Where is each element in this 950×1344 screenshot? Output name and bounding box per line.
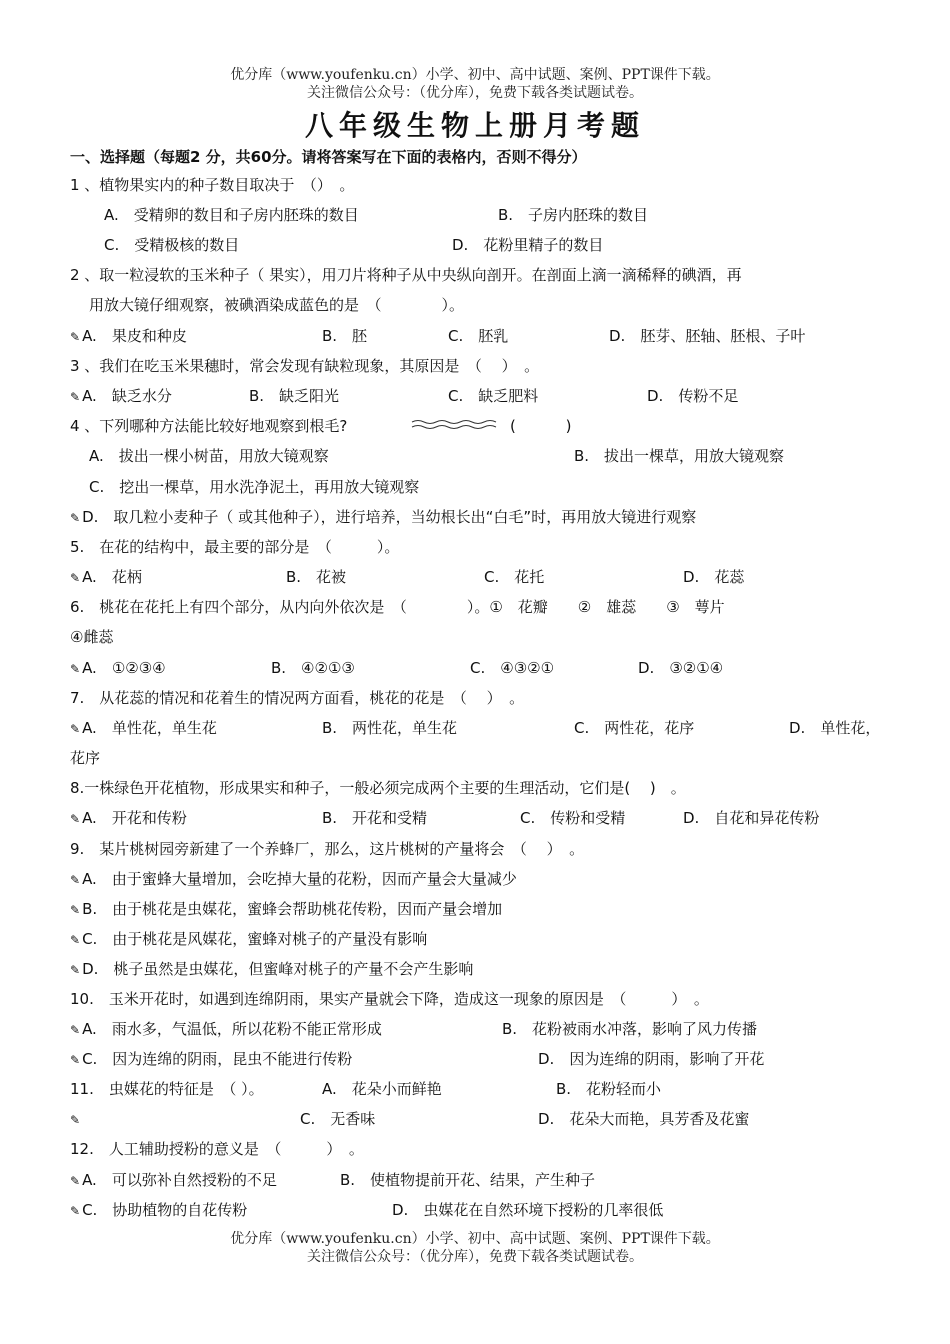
- q5-option-c: C. 花托: [484, 568, 545, 586]
- pencil-icon: ✎: [70, 571, 81, 585]
- q10-option-c: ✎ C. 因为连绵的阴雨，昆虫不能进行传粉: [70, 1050, 353, 1068]
- q8-option-d: D. 自花和异花传粉: [683, 809, 820, 827]
- q10-option-d: D. 因为连绵的阴雨，影响了开花: [538, 1050, 765, 1068]
- q9-stem: 9. 某片桃树园旁新建了一个养蜂厂，那么，这片桃树的产量将会 （ ） 。: [70, 840, 585, 858]
- q12-option-d: D. 虫媒花在自然环境下授粉的几率很低: [392, 1201, 664, 1219]
- q7-option-d: D. 单性花，: [789, 719, 881, 737]
- q4-option-a: A. 拔出一棵小树苗，用放大镜观察: [89, 447, 329, 465]
- q1-option-a: A. 受精卵的数目和子房内胚珠的数目: [104, 206, 359, 224]
- q6-stem-line-2: ④雌蕊: [70, 628, 114, 646]
- q6-option-b: B. ④②①③: [271, 659, 355, 677]
- q2-option-b: B. 胚: [322, 327, 368, 345]
- q9-option-a: ✎ A. 由于蜜蜂大量增加，会吃掉大量的花粉，因而产量会大量减少: [70, 870, 517, 888]
- pencil-icon: ✎: [70, 933, 81, 947]
- q5-option-d: D. 花蕊: [683, 568, 745, 586]
- q2-option-a: ✎ A. 果皮和种皮: [70, 327, 187, 345]
- q11-option-d: D. 花朵大而艳，具芳香及花蜜: [538, 1110, 750, 1128]
- q11-stem: 11. 虫媒花的特征是 （ ）。: [70, 1080, 264, 1098]
- pencil-icon: ✎: [70, 1023, 81, 1037]
- q11-option-a: A. 花朵小而鲜艳: [322, 1080, 442, 1098]
- q1-option-d: D. 花粉里精子的数目: [452, 236, 604, 254]
- q6-stem-line-1: 6. 桃花在花托上有四个部分，从内向外依次是 （ ）。① 花瓣 ② 雄蕊 ③ 萼片: [70, 598, 725, 616]
- q2-option-c: C. 胚乳: [448, 327, 509, 345]
- pencil-icon: ✎: [70, 722, 81, 736]
- q5-option-a: ✎ A. 花柄: [70, 568, 142, 586]
- q1-stem: 1 、植物果实内的种子数目取决于 （） 。: [70, 176, 355, 194]
- q8-option-b: B. 开花和受精: [322, 809, 428, 827]
- q7-option-b: B. 两性花，单生花: [322, 719, 458, 737]
- pencil-icon: ✎: [70, 1174, 81, 1188]
- q8-option-a: ✎ A. 开花和传粉: [70, 809, 187, 827]
- q4-answer-paren: ( ): [510, 417, 572, 435]
- section-heading: 一、选择题（每题2 分，共60分。请将答案写在下面的表格内，否则不得分）: [70, 148, 587, 166]
- q6-option-a: ✎ A. ①②③④: [70, 659, 166, 677]
- header-line-2: 关注微信公众号：（优分库），免费下载各类试题试卷。: [307, 85, 643, 101]
- q2-stem-line-2: 用放大镜仔细观察，被碘酒染成蓝色的是 （ ）。: [89, 296, 465, 314]
- header-line-1: 优分库（www.youfenku.cn）小学、初中、高中试题、案例、PPT课件下载。: [230, 67, 720, 83]
- q6-option-d: D. ③②①④: [638, 659, 724, 677]
- footer-line-2: 关注微信公众号：（优分库），免费下载各类试题试卷。: [307, 1249, 643, 1265]
- pencil-icon: ✎: [70, 662, 81, 676]
- q7-option-d-continued: 花序: [70, 749, 101, 767]
- q11-marker: [70, 1109, 82, 1130]
- q3-option-b: B. 缺乏阳光: [249, 387, 340, 405]
- q11-option-c: C. 无香味: [300, 1110, 376, 1128]
- q10-option-b: B. 花粉被雨水冲落，影响了风力传播: [502, 1020, 758, 1038]
- footer-line-1: 优分库（www.youfenku.cn）小学、初中、高中试题、案例、PPT课件下载。: [230, 1231, 720, 1247]
- q2-option-d: D. 胚芽、胚轴、胚根、子叶: [609, 327, 806, 345]
- q8-stem: 8.一株绿色开花植物，形成果实和种子，一般必须完成两个主要的生理活动，它们是( ) 。: [70, 779, 686, 797]
- wavy-underline: [410, 418, 506, 432]
- q1-option-b: B. 子房内胚珠的数目: [498, 206, 649, 224]
- pencil-icon: ✎: [70, 1204, 81, 1218]
- q7-option-a: ✎ A. 单性花，单生花: [70, 719, 217, 737]
- q11-option-b: B. 花粉轻而小: [556, 1080, 662, 1098]
- q10-stem: 10. 玉米开花时，如遇到连绵阴雨，果实产量就会下降，造成这一现象的原因是 （ ） 。: [70, 990, 709, 1008]
- q5-option-b: B. 花被: [286, 568, 347, 586]
- q4-option-b: B. 拔出一棵草，用放大镜观察: [574, 447, 785, 465]
- pencil-icon: ✎: [70, 1113, 81, 1127]
- q6-option-c: C. ④③②①: [470, 659, 555, 677]
- q12-option-a: ✎ A. 可以弥补自然授粉的不足: [70, 1171, 277, 1189]
- q9-option-b: ✎ B. 由于桃花是虫媒花，蜜蜂会帮助桃花传粉，因而产量会增加: [70, 900, 503, 918]
- pencil-icon: ✎: [70, 903, 81, 917]
- q12-stem: 12. 人工辅助授粉的意义是 （ ） 。: [70, 1140, 364, 1158]
- q4-stem: 4 、下列哪种方法能比较好地观察到根毛?: [70, 417, 348, 435]
- q4-option-c: C. 挖出一棵草，用水洗净泥土，再用放大镜观察: [89, 478, 420, 496]
- pencil-icon: ✎: [70, 873, 81, 887]
- pencil-icon: ✎: [70, 390, 81, 404]
- q4-option-d: ✎ D. 取几粒小麦种子（ 或其他种子），进行培养，当幼根长出“白毛”时，再用放大镜进行观察: [70, 508, 697, 526]
- pencil-icon: ✎: [70, 812, 81, 826]
- q7-stem: 7. 从花蕊的情况和花着生的情况两方面看，桃花的花是 （ ） 。: [70, 689, 525, 707]
- pencil-icon: ✎: [70, 1053, 81, 1067]
- q2-stem-line-1: 2 、取一粒浸软的玉米种子（ 果实），用刀片将种子从中央纵向剖开。在剖面上滴一滴稀释的碘酒，再: [70, 266, 742, 284]
- q3-option-d: D. 传粉不足: [647, 387, 739, 405]
- pencil-icon: ✎: [70, 330, 81, 344]
- q12-option-c: ✎ C. 协助植物的自花传粉: [70, 1201, 248, 1219]
- q3-option-a: ✎ A. 缺乏水分: [70, 387, 172, 405]
- pencil-icon: ✎: [70, 963, 81, 977]
- q10-option-a: ✎ A. 雨水多，气温低，所以花粉不能正常形成: [70, 1020, 382, 1038]
- q1-option-c: C. 受精极核的数目: [104, 236, 240, 254]
- pencil-icon: ✎: [70, 511, 81, 525]
- q3-stem: 3 、我们在吃玉米果穗时，常会发现有缺粒现象，其原因是 （ ） 。: [70, 357, 540, 375]
- q8-option-c: C. 传粉和受精: [520, 809, 626, 827]
- q9-option-d: ✎ D. 桃子虽然是虫媒花，但蜜峰对桃子的产量不会产生影响: [70, 960, 474, 978]
- q3-option-c: C. 缺乏肥料: [448, 387, 539, 405]
- q12-option-b: B. 使植物提前开花、结果，产生种子: [340, 1171, 596, 1189]
- q5-stem: 5. 在花的结构中，最主要的部分是 （ ）。: [70, 538, 400, 556]
- q9-option-c: ✎ C. 由于桃花是风媒花，蜜蜂对桃子的产量没有影响: [70, 930, 428, 948]
- q7-option-c: C. 两性花，花序: [574, 719, 695, 737]
- page-title: 八年级生物上册月考题: [304, 109, 645, 142]
